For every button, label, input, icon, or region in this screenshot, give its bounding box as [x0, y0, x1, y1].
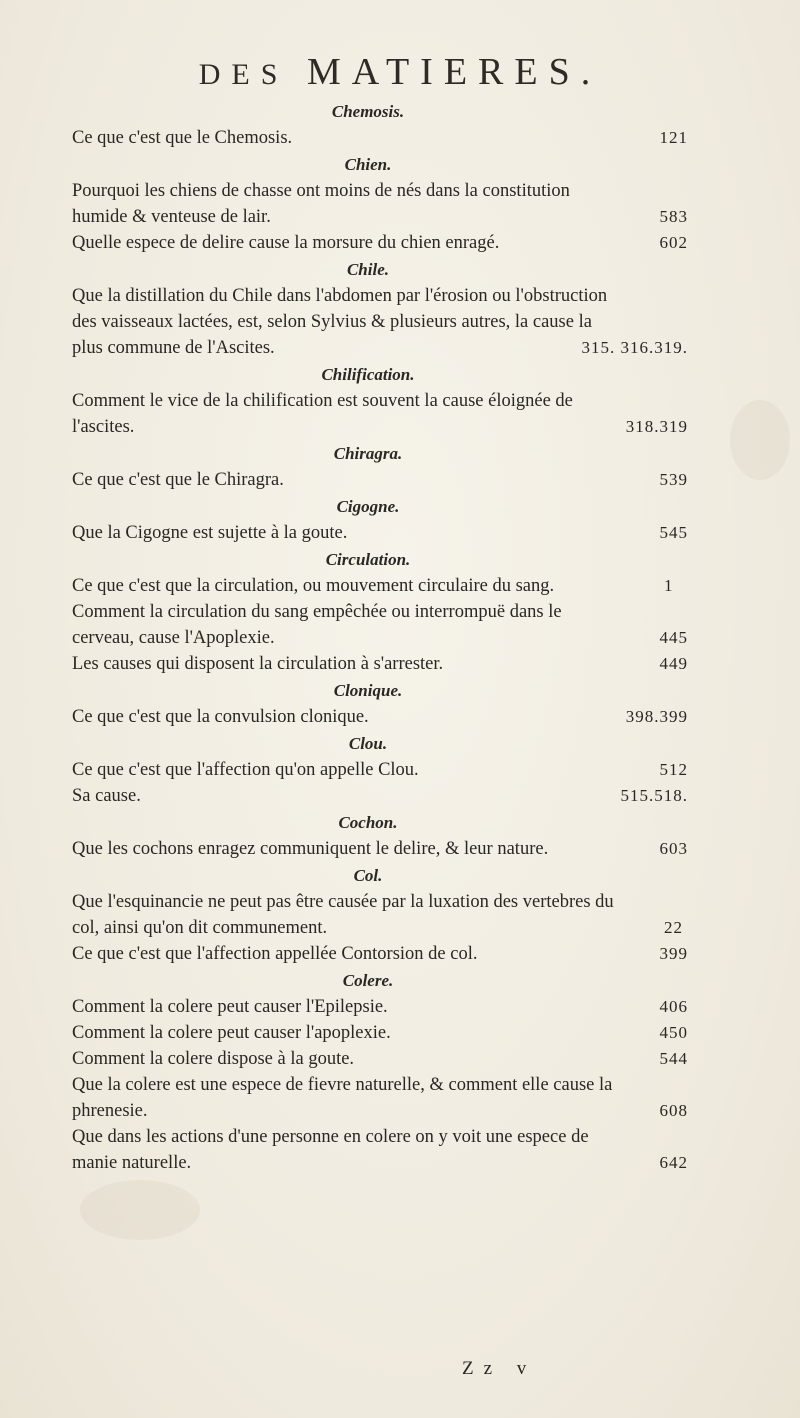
- entry-text: Pourquoi les chiens de chasse ont moins de nés dans la constitution humide & venteuse de lair.: [72, 181, 570, 227]
- section-title: Chile.: [346, 260, 390, 279]
- index-entry: [48, 283, 688, 361]
- index-entry: [48, 520, 688, 546]
- section-title: Chiragra.: [333, 444, 403, 463]
- section-title: Chien.: [344, 155, 392, 174]
- section-title: Chilification.: [321, 365, 415, 384]
- page-reference: 449: [659, 654, 688, 673]
- entry-text: Ce que c'est que le Chiragra.: [72, 470, 284, 490]
- header-prefix: DES: [198, 58, 289, 91]
- entry-text: Comment la colere peut causer l'Epilepsie.: [72, 997, 388, 1017]
- page-reference: 406: [659, 997, 688, 1016]
- entry-text: Ce que c'est que l'affection qu'on appelle Clou.: [72, 760, 419, 780]
- page-reference: 445: [659, 628, 688, 647]
- entry-text: Que les cochons enragez communiquent le delire, & leur nature.: [72, 839, 549, 859]
- entry-text: Ce que c'est que le Chemosis.: [72, 128, 293, 148]
- page-reference: 399: [659, 944, 688, 963]
- page-reference: 318.319: [625, 417, 688, 436]
- index-entry: [48, 783, 688, 809]
- entry-text: Que la colere est une espece de fievre naturelle, & comment elle cause la phrenesie.: [72, 1075, 613, 1121]
- page-reference: 121: [659, 128, 688, 147]
- entry-text: Sa cause.: [72, 786, 141, 806]
- entry-text: Quelle espece de delire cause la morsure du chien enragé.: [72, 233, 500, 253]
- index-entry: Que l'esquinancie ne peut pas être causée par la luxation des vertebres du col, ainsi qu'on dit communement. 22: [48, 889, 688, 941]
- entry-text: Que dans les actions d'une personne en colere on y voit une espece de manie naturelle.: [72, 1127, 589, 1173]
- page-reference: 608: [659, 1101, 688, 1120]
- page-reference: 603: [659, 839, 688, 858]
- page-reference: 642: [659, 1153, 688, 1172]
- entry-text: Que l'esquinancie ne peut pas être causée par la luxation des vertebres du col, ainsi qu'on dit communement.: [72, 892, 614, 938]
- page-reference: 583: [659, 207, 688, 226]
- page-reference: 512: [659, 760, 688, 779]
- index-entry: [48, 178, 688, 230]
- page-reference: 602: [659, 233, 688, 252]
- page-reference: 539: [659, 470, 688, 489]
- page-reference: 515.518.: [620, 786, 688, 805]
- section-title: Clou.: [348, 734, 388, 753]
- page-reference: 545: [659, 523, 688, 542]
- header-title: MATIERES.: [306, 51, 602, 93]
- index-entry: [48, 230, 688, 256]
- page-reference: 450: [659, 1023, 688, 1042]
- index-entry: [48, 651, 688, 677]
- index-entry: [48, 1020, 688, 1046]
- page-reference: 398.399: [625, 707, 688, 726]
- index-entry: [48, 599, 688, 651]
- section-title: Cigogne.: [336, 497, 400, 516]
- section-title: Colere.: [342, 971, 394, 990]
- section-title: Circulation.: [325, 550, 411, 569]
- entry-text: Ce que c'est que la convulsion clonique.: [72, 707, 369, 727]
- entry-text: Que la Cigogne est sujette à la goute.: [72, 523, 348, 543]
- signature-mark: Zz v: [462, 1358, 537, 1379]
- index-entry: [48, 941, 688, 967]
- index-entry: [48, 994, 688, 1020]
- index-content: [48, 98, 688, 1176]
- index-entry: [48, 1124, 688, 1176]
- entry-text: Que la distillation du Chile dans l'abdomen par l'érosion ou l'obstruction des vaisseaux lactées, est, selon Sylvius & plusieurs autres, la cause la plus commune de l'Ascites.: [72, 286, 608, 358]
- page-reference: 544: [659, 1049, 688, 1068]
- index-entry: [48, 1046, 688, 1072]
- index-entry: [48, 1072, 688, 1124]
- entry-text: Ce que c'est que l'affection appellée Contorsion de col.: [72, 944, 478, 964]
- entry-text: Comment la colere dispose à la goute.: [72, 1049, 355, 1069]
- entry-text: Comment la colere peut causer l'apoplexie.: [72, 1023, 391, 1043]
- section-title: Clonique.: [333, 681, 403, 700]
- paper-stain: [730, 400, 790, 480]
- index-entry: [48, 704, 688, 730]
- entry-text: Comment le vice de la chilification est souvent la cause éloignée de l'ascites.: [72, 391, 573, 437]
- index-entry: Ce que c'est que la circulation, ou mouvement circulaire du sang. 1: [48, 573, 688, 599]
- section-title: Col.: [353, 866, 383, 885]
- entry-text: Les causes qui disposent la circulation à s'arrester.: [72, 654, 444, 674]
- entry-text: Ce que c'est que la circulation, ou mouvement circulaire du sang.: [72, 576, 555, 596]
- index-entry: [48, 757, 688, 783]
- running-header: [0, 50, 800, 94]
- page-reference: 315. 316.319.: [581, 338, 688, 357]
- entry-text: Comment la circulation du sang empêchée ou interrompuë dans le cerveau, cause l'Apoplexie.: [72, 602, 562, 648]
- index-entry: [48, 467, 688, 493]
- index-entry: [48, 125, 688, 151]
- paper-stain: [80, 1180, 200, 1240]
- index-entry: [48, 388, 688, 440]
- index-entry: [48, 836, 688, 862]
- section-title: Chemosis.: [331, 102, 405, 121]
- section-title: Cochon.: [338, 813, 398, 832]
